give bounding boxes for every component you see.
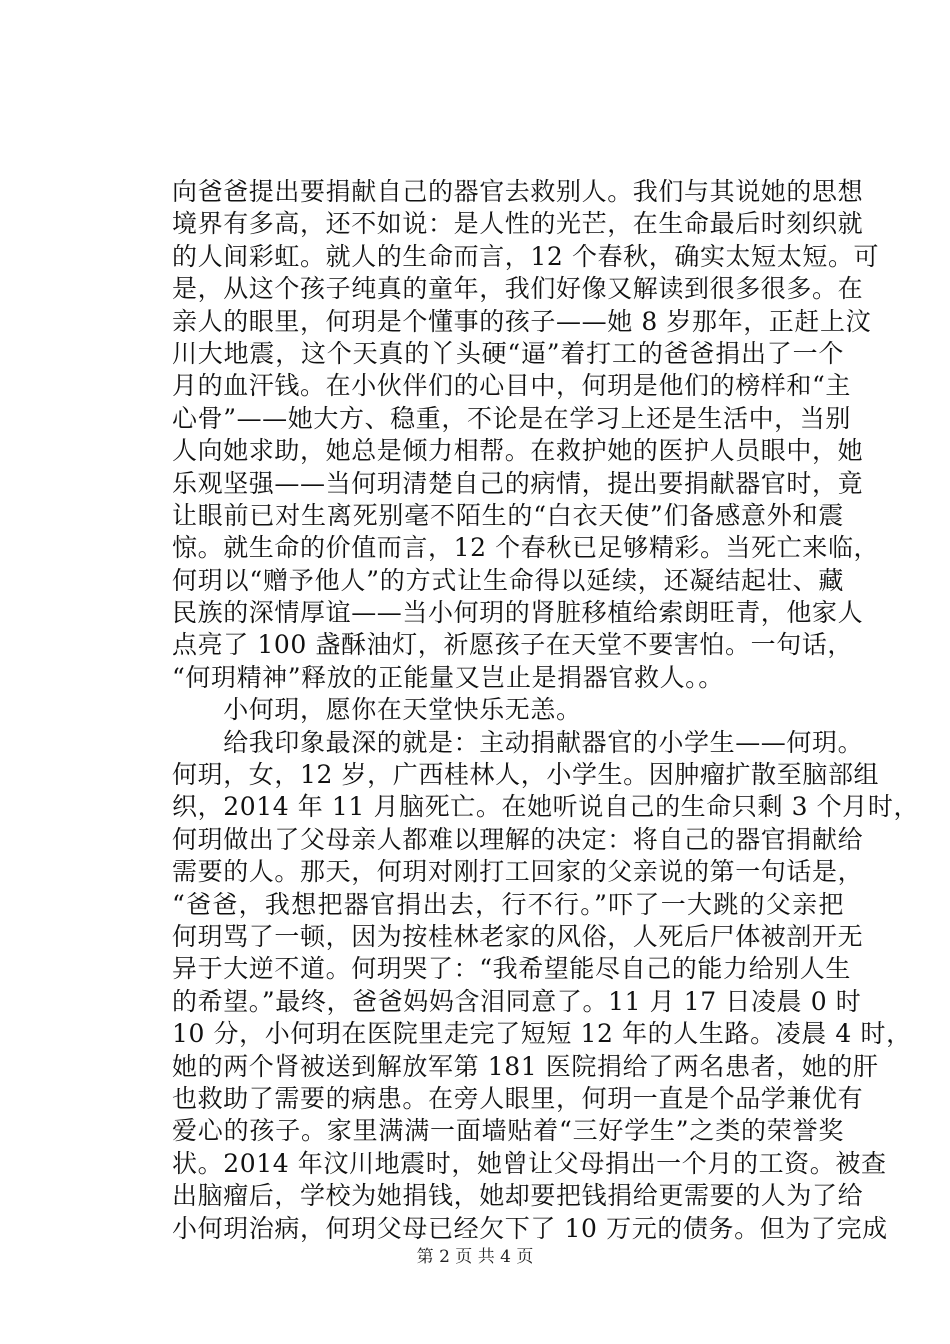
- text-line-33: 小何玥治病，何玥父母已经欠下了 10 万元的债务。但为了完成: [172, 1213, 888, 1243]
- text-line-12: 惊。就生命的价值而言，12 个春秋已足够精彩。当死亡来临，: [172, 533, 880, 563]
- text-line-29: 也救助了需要的病患。在旁人眼里，何玥一直是个品学兼优有: [172, 1083, 864, 1113]
- text-line-27: 10 分，小何玥在医院里走完了短短 12 年的人生路。凌晨 4 时，: [172, 1019, 912, 1049]
- text-line-16: “何玥精神”释放的正能量又岂止是捐器官救人。。: [172, 662, 724, 692]
- body-text: [172, 176, 920, 1245]
- text-line-11: 让眼前已对生离死别毫不陌生的“白衣天使”们备感意外和震: [172, 500, 844, 530]
- text-line-18: 给我印象最深的就是：主动捐献器官的小学生——何玥。: [172, 727, 864, 757]
- text-line-17: 小何玥，愿你在天堂快乐无恙。: [172, 695, 582, 725]
- text-line-26: 的希望。”最终，爸爸妈妈含泪同意了。11 月 17 日凌晨 0 时: [172, 986, 862, 1016]
- text-line-6: 川大地震，这个天真的丫头硬“逼”着打工的爸爸捐出了一个: [172, 338, 844, 368]
- text-line-28: 她的两个肾被送到解放军第 181 医院捐给了两名患者，她的肝: [172, 1051, 879, 1081]
- text-line-5: 亲人的眼里，何玥是个懂事的孩子——她 8 岁那年，正赶上汶: [172, 306, 872, 336]
- text-line-8: 心骨”——她大方、稳重，不论是在学习上还是生活中，当别: [172, 403, 851, 433]
- page-footer: [0, 1242, 950, 1267]
- text-line-13: 何玥以“赠予他人”的方式让生命得以延续，还凝结起壮、藏: [172, 565, 844, 595]
- text-line-10: 乐观坚强——当何玥清楚自己的病情，提出要捐献器官时，竟: [172, 468, 864, 498]
- text-line-4: 是，从这个孩子纯真的童年，我们好像又解读到很多很多。在: [172, 274, 864, 304]
- text-line-7: 月的血汗钱。在小伙伴们的心目中，何玥是他们的榜样和“主: [172, 371, 851, 401]
- text-line-30: 爱心的孩子。家里满满一面墙贴着“三好学生”之类的荣誉奖: [172, 1116, 844, 1146]
- text-line-2: 境界有多高，还不如说：是人性的光芒，在生命最后时刻织就: [172, 209, 864, 239]
- text-line-19: 何玥，女，12 岁，广西桂林人，小学生。因肿瘤扩散至脑部组: [172, 760, 880, 790]
- page-number: 第 2 页 共 4 页: [416, 1247, 534, 1267]
- text-line-20: 织，2014 年 11 月脑死亡。在她听说自己的生命只剩 3 个月时，: [172, 792, 920, 822]
- text-line-1: 向爸爸提出要捐献自己的器官去救别人。我们与其说她的思想: [172, 177, 864, 206]
- text-line-24: 何玥骂了一顿，因为按桂林老家的风俗，人死后尸体被剖开无: [172, 921, 864, 951]
- text-line-14: 民族的深情厚谊——当小何玥的肾脏移植给索朗旺青，他家人: [172, 598, 864, 628]
- text-line-25: 异于大逆不道。何玥哭了：“我希望能尽自己的能力给别人生: [172, 954, 851, 984]
- text-line-22: 需要的人。那天，何玥对刚打工回家的父亲说的第一句话是，: [172, 857, 864, 887]
- text-line-3: 的人间彩虹。就人的生命而言，12 个春秋，确实太短太短。可: [172, 241, 880, 271]
- text-line-23: “爸爸，我想把器官捐出去，行不行。”吓了一大跳的父亲把: [172, 889, 844, 919]
- text-line-32: 出脑瘤后，学校为她捐钱，她却要把钱捐给更需要的人为了给: [172, 1181, 864, 1211]
- text-line-9: 人向她求助，她总是倾力相帮。在救护她的医护人员眼中，她: [172, 436, 864, 466]
- text-line-15: 点亮了 100 盏酥油灯，祈愿孩子在天堂不要害怕。一句话，: [172, 630, 854, 660]
- text-line-31: 状。2014 年汶川地震时，她曾让父母捐出一个月的工资。被查: [172, 1148, 887, 1178]
- text-line-21: 何玥做出了父母亲人都难以理解的决定：将自己的器官捐献给: [172, 824, 864, 854]
